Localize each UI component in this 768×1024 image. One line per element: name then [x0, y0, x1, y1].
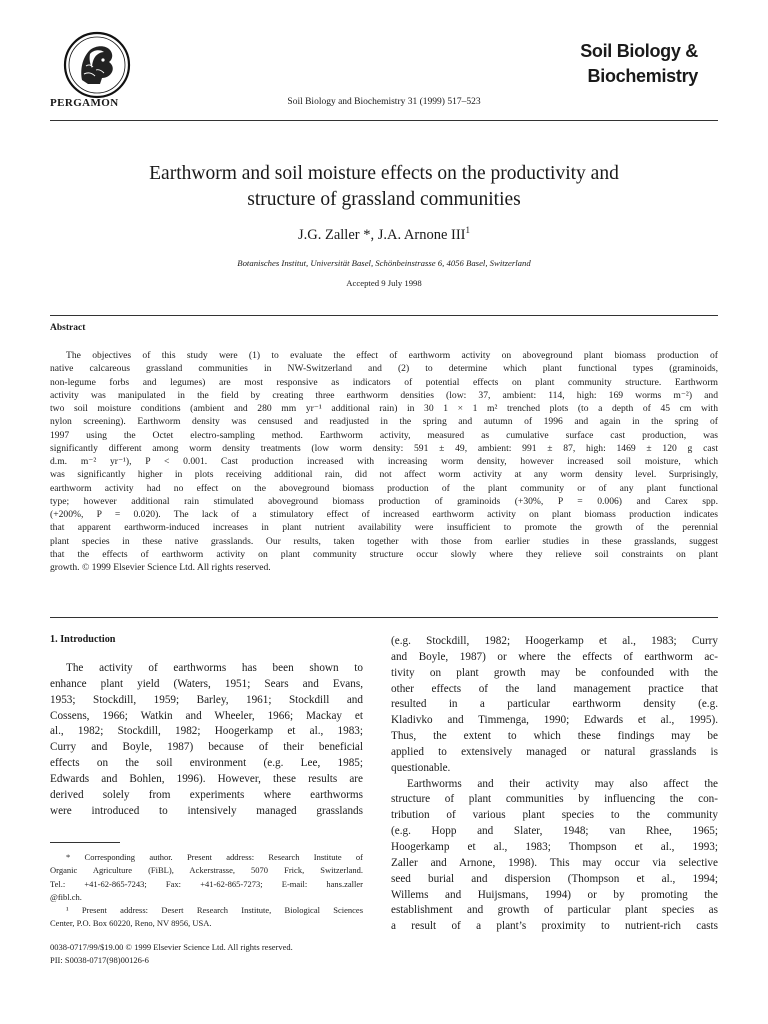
footnotes [50, 851, 363, 931]
body-line: Cossens, 1966; Watkin and Wheeler, 1966; Mackay et [50, 709, 363, 722]
footnote-line: * Corresponding author. Present address: Research Institute of [66, 852, 363, 862]
footnote-line: Organic Agriculture (FiBL), Ackerstrasse, 5070 Frick, Switzerland. [50, 865, 363, 876]
footnote-line: ¹ Present address: Desert Research Institute, Biological Sciences [66, 905, 363, 915]
journal-title-line-1: Soil Biology & [580, 41, 698, 61]
body-line: Curry and Boyle, 1987) because of their beneficial [50, 741, 363, 754]
body-line: (e.g. Hopp and Slater, 1948; van Rhee, 1965; [391, 825, 718, 838]
body-line: applied to extensively managed or natural grasslands is [391, 745, 718, 758]
abstract-line: type; however additional rain stimulated aboveground biomass production of graminoids (+30%, P = 0.006) and Carex spp. [50, 495, 718, 507]
abstract-line: nylon screening). Earthworm density was censused and readjusted in the spring and autumn of 1996 and again in the spring of [50, 416, 718, 428]
abstract-line: growth. © 1999 Elsevier Science Ltd. All rights reserved. [50, 562, 271, 573]
body-line: Willems and Huijsmans, 1994) or by promoting the [391, 888, 718, 901]
header-divider [50, 120, 718, 121]
body-line: Edwards and Bohlen, 1996). However, these results are [50, 772, 363, 785]
body-line: (e.g. Stockdill, 1982; Hoogerkamp et al., 1983; Curry [391, 635, 718, 647]
abstract-line: activity was manipulated in the field by creating three earthworm densities (low: 37, ambient: 114, high: 169 worms m⁻²) and [50, 389, 718, 401]
pergamon-logo [62, 30, 132, 100]
author-note-mark: 1 [465, 225, 470, 236]
abstract-line: (+200%, P = 0.020). The lack of a stimulatory effect of increased earthworm activity on plant biomass production indicates [50, 509, 718, 520]
journal-title [580, 39, 698, 89]
body-line: derived solely from experiments where earthworms [50, 788, 363, 801]
body-line: structure of plant communities by influencing the con- [391, 793, 718, 806]
abstract-line: two soil moisture conditions (ambient and 280 mm yr⁻¹ additional rain) in 30 1 × 1 m² trenched plots (to a depth of 45 cm with [50, 403, 718, 414]
affiliation: Botanisches Institut, Universität Basel, Schönbeinstrasse 6, 4056 Basel, Switzerland [237, 258, 531, 268]
body-column-right [391, 634, 718, 935]
body-line: Earthworms and their activity may also affect the [407, 777, 718, 790]
body-line: seed burial and dispersion (Thompson et al., 1994; [391, 872, 718, 885]
medallion-icon [62, 30, 132, 100]
abstract-body [50, 349, 718, 574]
body-line: a result of a plant’s proximity to nutrient-rich casts [391, 920, 718, 933]
abstract-line: 1997 using the Octet electro-sampling method. Earthworm activity, measured as cumulative surface cast production, was [50, 429, 718, 441]
body-line: al., 1982; Stockdill, 1982; Hoogerkamp et al., 1983; [50, 725, 363, 738]
body-line: The activity of earthworms has been shown to [66, 662, 363, 674]
abstract-line: earthworm activity had no effect on the aboveground biomass production of the plant community or of any plant functional [50, 482, 718, 494]
abstract-line: d.m. m⁻² yr⁻¹), P < 0.001. Cast production increased with increasing worm density, however increased soil moisture, which [50, 456, 718, 467]
abstract-line: plant species in these native grasslands. Our results, taken together with those from earlier studies in these grasslands, suggest [50, 535, 718, 547]
author-names: J.G. Zaller *, J.A. Arnone III [297, 227, 466, 243]
body-line: 1953; Stockdill, 1959; Barley, 1961; Stockdill and [50, 693, 363, 706]
body-line: other effects of the land management practice that [391, 682, 718, 695]
abstract-top-divider [50, 315, 718, 316]
abstract-heading: Abstract [50, 323, 86, 333]
journal-title-line-2: Biochemistry [587, 66, 698, 86]
section-heading-introduction: 1. Introduction [50, 634, 116, 645]
abstract-line: that apparent earthworm-induced increases in plant nutrient availability were insufficient to promote the growth of the perennial [50, 522, 718, 534]
body-line: establishment and growth of particular plant species as [391, 904, 718, 917]
article-title-line-1: Earthworm and soil moisture effects on the productivity and [149, 163, 619, 184]
abstract-line: non-legume forbs and legumes) are most responsive as indicators of potential effects on plant community structure. Earthworm [50, 376, 718, 388]
body-line: were introduced to intensively managed grasslands [50, 804, 363, 817]
abstract-bottom-divider [50, 617, 718, 618]
body-line: Thus, the extent to which these findings may be [391, 730, 718, 743]
copyright-block [50, 941, 363, 968]
abstract-line: was significantly higher in plots receiving additional rain, did not affect worm activity at any worm density level. Surprisingly, [50, 469, 718, 481]
body-line: Kladivko and Timmenga, 1990; Edwards et al., 1995). [391, 714, 718, 727]
body-line: resulted in a particular earthworm density (e.g. [391, 698, 718, 711]
abstract-line: significantly different among worm density treatments (low worm density: 591 ± 49, ambient: 991 ± 87, high: 1469 ± 120 g cast [50, 442, 718, 454]
article-title [60, 161, 708, 213]
pii-line: PII: S0038-0717(98)00126-6 [50, 955, 149, 966]
body-line: and Boyle, 1987) or where the effects of earthworm ac- [391, 650, 718, 663]
issn-price-line: 0038-0717/99/$19.00 © 1999 Elsevier Science Ltd. All rights reserved. [50, 942, 293, 952]
publisher-name: PERGAMON [50, 97, 119, 109]
footnote-line: @fibl.ch. [50, 891, 82, 902]
body-line: questionable. [391, 761, 451, 774]
author-list [0, 227, 768, 244]
article-title-line-2: structure of grassland communities [247, 189, 521, 210]
body-line: Zaller and Arnone, 1998). This may occur via selective [391, 856, 718, 869]
abstract-line: that the effects of earthworm activity on plant community structure occur slowly where they relieve soil constraints on plant [50, 548, 718, 560]
body-line: Hoogerkamp et al., 1983; Thompson et al., 1993; [391, 840, 718, 853]
body-line: effects on the soil environment (e.g. Lee, 1985; [50, 757, 363, 770]
journal-reference: Soil Biology and Biochemistry 31 (1999) 517–523 [287, 97, 481, 107]
footnote-line: Center, P.O. Box 60220, Reno, NV 8956, USA. [50, 918, 212, 929]
footnote-divider [50, 842, 120, 843]
body-line: tivity on plant growth may be confounded with the [391, 666, 718, 679]
abstract-line: The objectives of this study were (1) to evaluate the effect of earthworm activity on aboveground plant biomass production of [66, 350, 718, 361]
footnote-line: Tel.: +41-62-865-7243; Fax: +41-62-865-7273; E-mail: hans.zaller [50, 878, 363, 889]
body-line: tribution of various plant species to the community [391, 809, 718, 822]
body-column-left [50, 661, 363, 819]
body-line: enhance plant yield (Waters, 1951; Sears and Evans, [50, 677, 363, 690]
abstract-line: native calcareous grassland communities in NW-Switzerland and (2) to determine which plant functional types (graminoids, [50, 363, 718, 375]
accepted-date: Accepted 9 July 1998 [346, 278, 422, 288]
